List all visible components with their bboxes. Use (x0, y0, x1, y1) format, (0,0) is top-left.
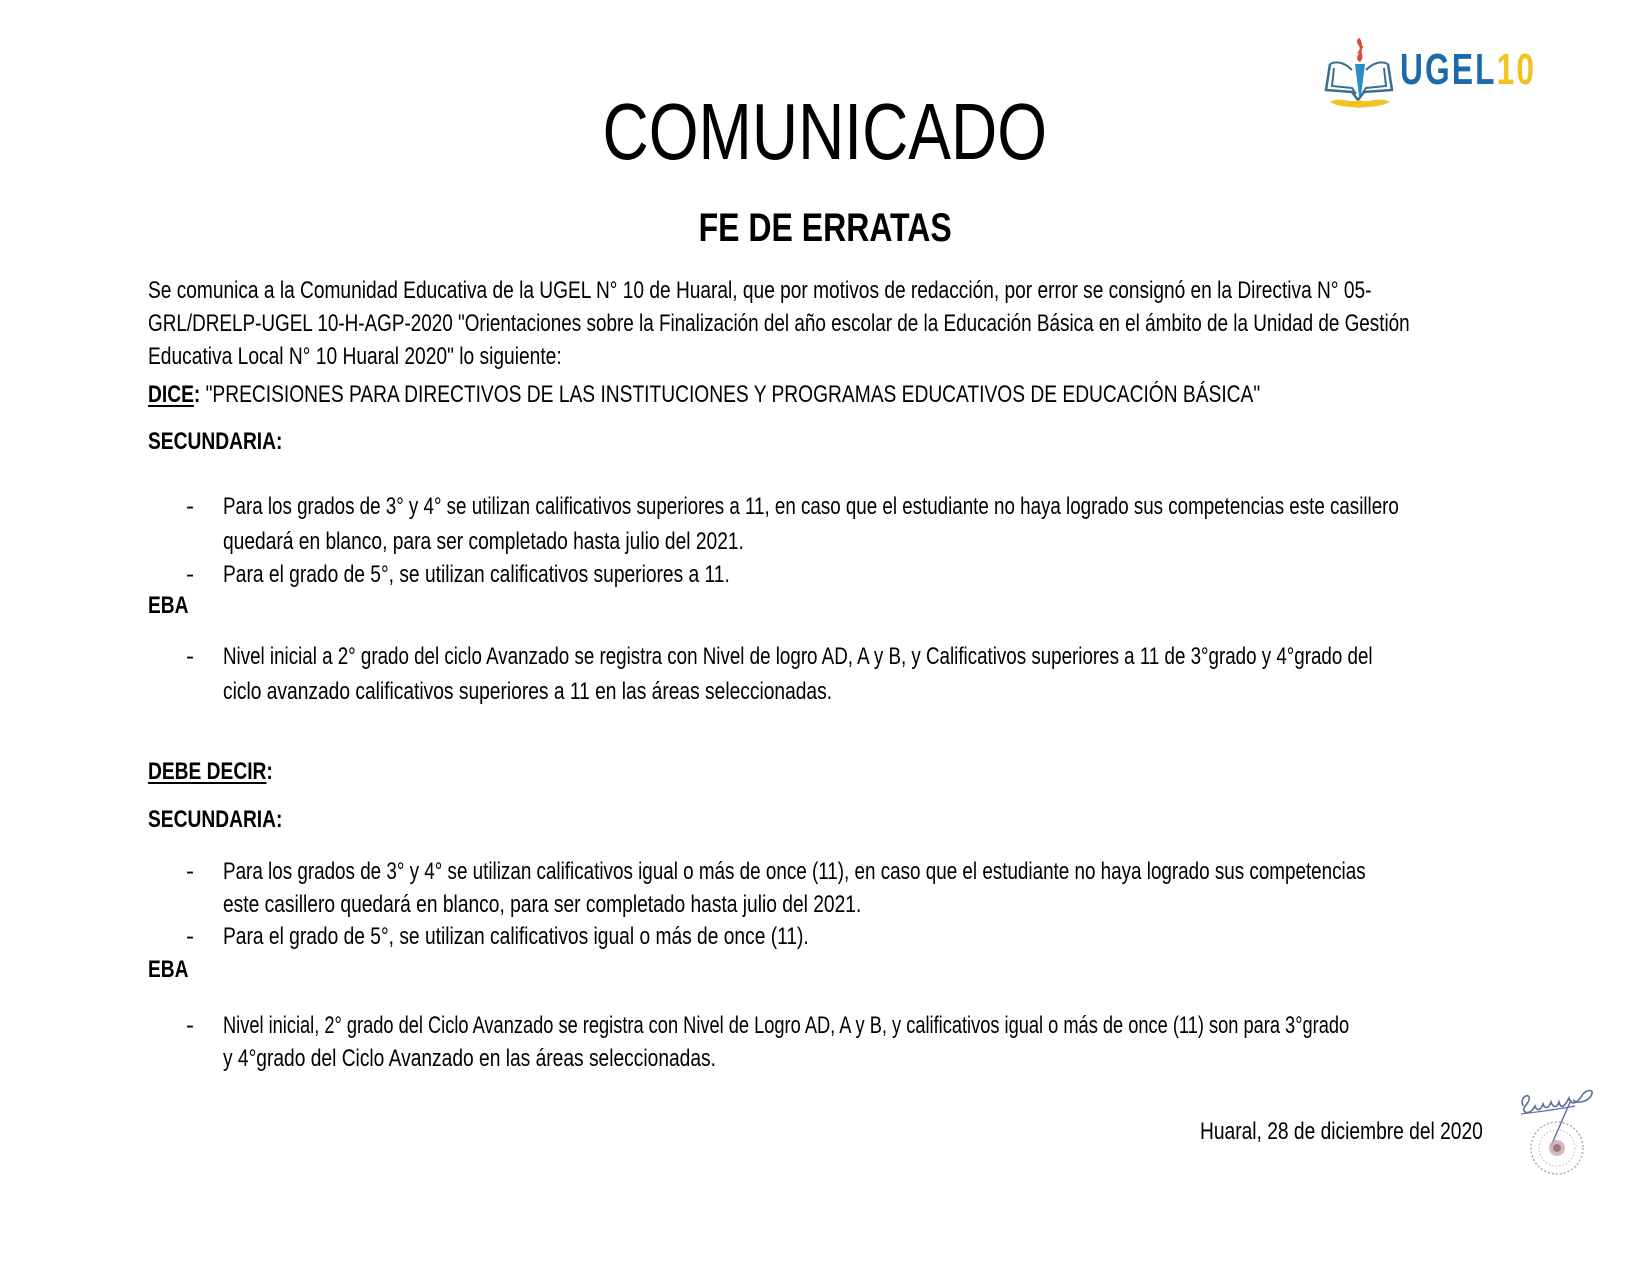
logo-text-number: 10 (1496, 45, 1537, 94)
list-item-line: Para los grados de 3° y 4° se utilizan calificativos igual o más de once (11), en caso que el estudiante no haya logrado sus competencias (223, 858, 1366, 885)
list-item-line: quedará en blanco, para ser completado hasta julio del 2021. (223, 528, 744, 555)
list-item-line: Nivel inicial a 2° grado del ciclo Avanzado se registra con Nivel de logro AD, A y B, y Calificativos superiores a 11 de 3°grado y 4°grado del (223, 643, 1373, 670)
intro-line: GRL/DRELP-UGEL 10-H-AGP-2020 "Orientaciones sobre la Finalización del año escolar de la Educación Básica en el ámbito de la Unidad de Gestión (148, 310, 1410, 337)
logo-wordmark (1400, 45, 1537, 94)
debe-secundaria-heading: SECUNDARIA: (148, 806, 283, 833)
bullet-marker: - (186, 643, 194, 670)
list-item-line: este casillero quedará en blanco, para ser completado hasta julio del 2021. (223, 891, 862, 918)
dice-line (148, 378, 1260, 411)
list-item-line: Nivel inicial, 2° grado del Ciclo Avanzado se registra con Nivel de Logro AD, A y B, y calificativos igual o más de once (11) son para 3°grado (223, 1012, 1350, 1039)
page-subtitle-text: FE DE ERRATAS (698, 206, 952, 250)
dice-text: "PRECISIONES PARA DIRECTIVOS DE LAS INSTITUCIONES Y PROGRAMAS EDUCATIVOS DE EDUCACIÓN BÁSICA" (200, 381, 1261, 408)
bullet-marker: - (186, 923, 194, 950)
debe-decir-line (148, 755, 273, 788)
bullet-marker: - (186, 493, 194, 520)
debe-decir-label: DEBE DECIR (148, 758, 267, 785)
intro-line: Educativa Local N° 10 Huaral 2020" lo siguiente: (148, 343, 562, 370)
dice-label: DICE (148, 381, 194, 408)
page-title (0, 87, 1650, 176)
bullet-marker: - (186, 1012, 194, 1039)
dice-colon: : (193, 381, 201, 408)
signature-stamp (1515, 1086, 1601, 1178)
list-item-line: y 4°grado del Ciclo Avanzado en las áreas seleccionadas. (223, 1045, 716, 1072)
dice-eba-heading: EBA (148, 592, 189, 619)
intro-line: Se comunica a la Comunidad Educativa de la UGEL N° 10 de Huaral, que por motivos de redacción, por error se consignó en la Directiva N° 05- (148, 277, 1372, 304)
page-title-text: COMUNICADO (602, 87, 1048, 176)
logo-text-ugel: UGEL (1400, 45, 1497, 94)
debe-decir-colon: : (266, 758, 273, 785)
dice-secundaria-heading: SECUNDARIA: (148, 428, 283, 455)
debe-eba-heading: EBA (148, 956, 189, 983)
list-item-line: Para el grado de 5°, se utilizan calificativos igual o más de once (11). (223, 923, 809, 950)
list-item-line: Para los grados de 3° y 4° se utilizan calificativos superiores a 11, en caso que el estudiante no haya logrado sus competencias este casillero (223, 493, 1399, 520)
page-subtitle (0, 206, 1650, 250)
list-item-line: ciclo avanzado calificativos superiores a 11 en las áreas seleccionadas. (223, 678, 833, 705)
bullet-marker: - (186, 561, 194, 588)
signature-icon (1515, 1086, 1601, 1178)
list-item-line: Para el grado de 5°, se utilizan calificativos superiores a 11. (223, 561, 730, 588)
place-date: Huaral, 28 de diciembre del 2020 (1200, 1118, 1483, 1145)
bullet-marker: - (186, 858, 194, 885)
